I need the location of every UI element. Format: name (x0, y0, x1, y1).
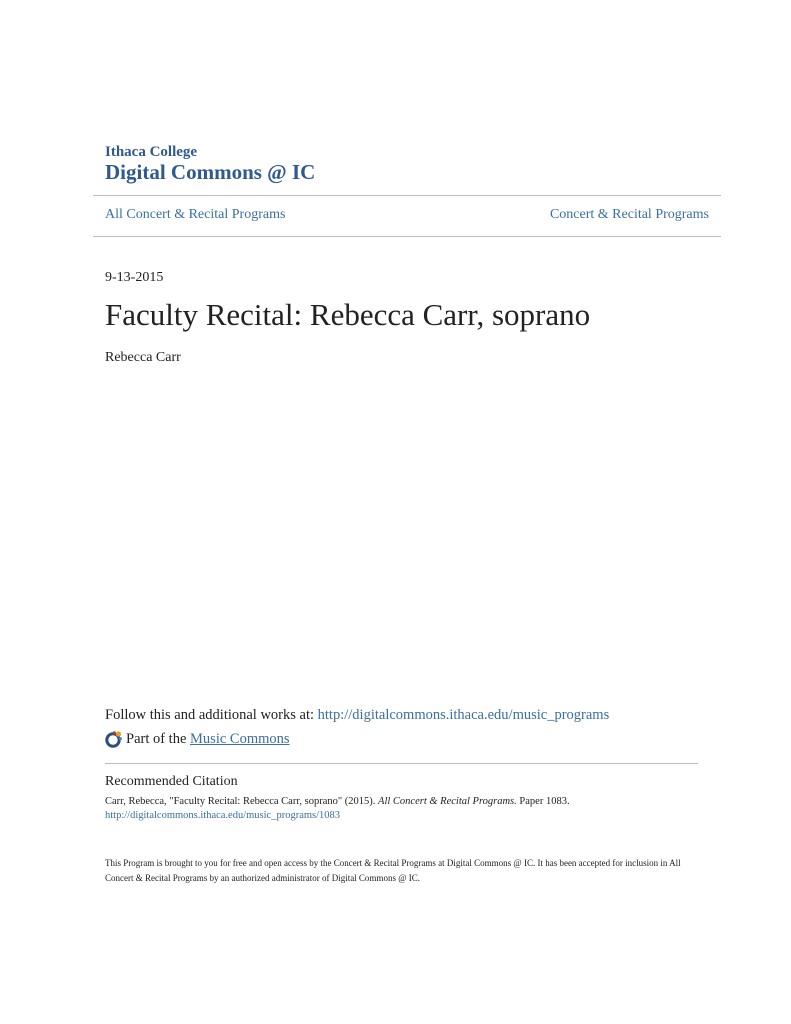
music-commons-link[interactable]: Music Commons (190, 730, 290, 747)
citation-text (105, 796, 570, 807)
repository-name[interactable]: Digital Commons @ IC (105, 160, 316, 184)
citation-series: All Concert & Recital Programs. (378, 796, 517, 807)
part-of-line (105, 730, 290, 748)
citation-text-before: Carr, Rebecca, "Faculty Recital: Rebecca Carr, soprano" (2015). (105, 796, 379, 807)
citation-url-link[interactable]: http://digitalcommons.ithaca.edu/music_programs/1083 (105, 810, 341, 821)
citation-text-after: Paper 1083. (516, 796, 570, 807)
nav-divider (93, 236, 721, 237)
author-name: Rebecca Carr (105, 350, 181, 365)
document-title: Faculty Recital: Rebecca Carr, soprano (105, 297, 591, 332)
header-divider (93, 195, 721, 196)
institution-name[interactable]: Ithaca College (105, 144, 198, 160)
citation-divider (105, 763, 698, 764)
commons-network-icon (105, 730, 123, 748)
all-programs-link[interactable]: All Concert & Recital Programs (105, 207, 286, 222)
follow-line (105, 707, 609, 724)
collection-url-link[interactable]: http://digitalcommons.ithaca.edu/music_programs (317, 707, 610, 723)
part-of-label: Part of the (126, 730, 187, 747)
follow-label: Follow this and additional works at: (105, 707, 318, 723)
access-disclaimer: This Program is brought to you for free and open access by the Concert & Recital Programs at Digital Commons @ IC. It has been accepted for inclusion in All Concert & Recital Programs by an authorized administrator of Digital Commons @ IC. (105, 858, 681, 883)
citation-heading: Recommended Citation (105, 774, 238, 789)
programs-link[interactable]: Concert & Recital Programs (549, 207, 709, 222)
publication-date: 9-13-2015 (105, 270, 164, 285)
